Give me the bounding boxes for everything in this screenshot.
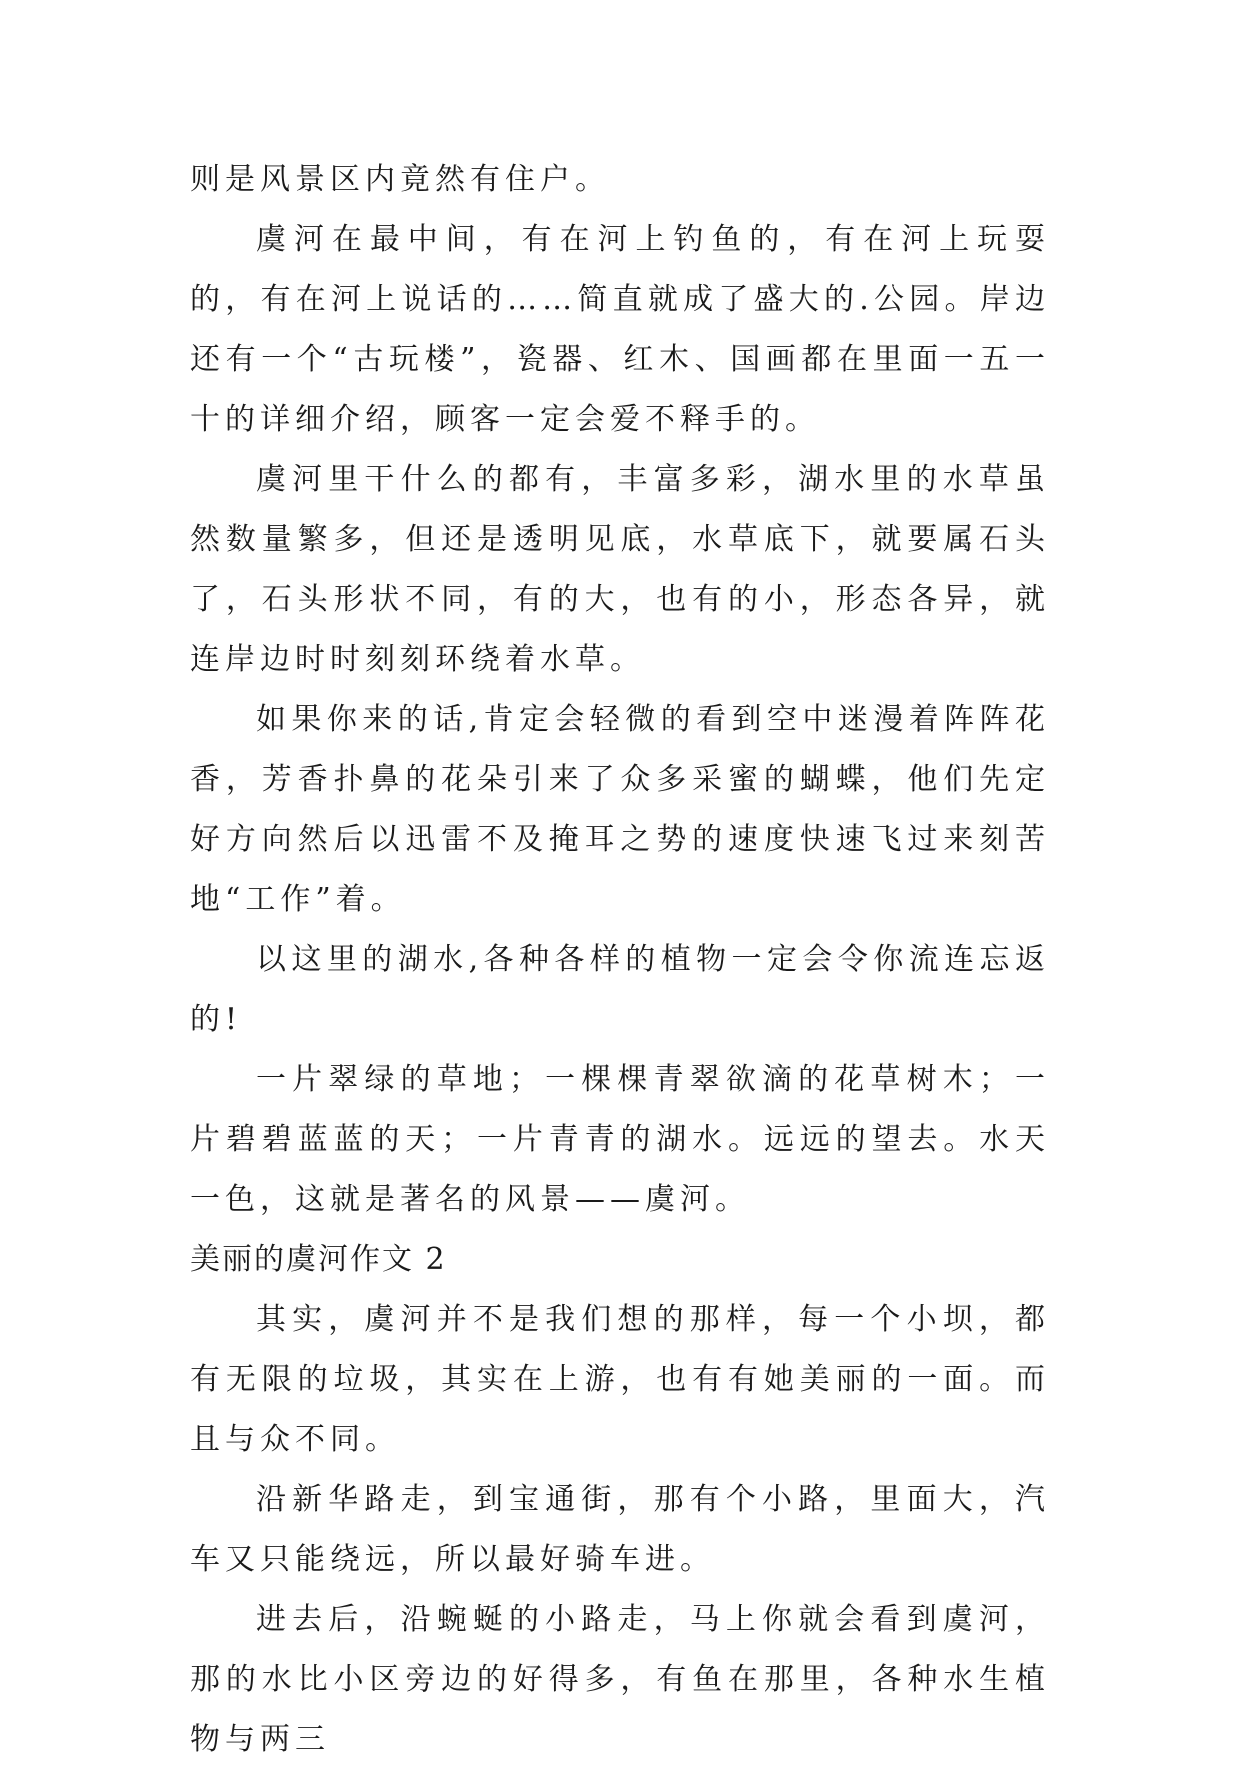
paragraph-7: 其实，虞河并不是我们想的那样，每一个小坝，都有无限的垃圾，其实在上游，也有有她美丽的一面。而且与众不同。 xyxy=(190,1302,1050,1457)
paragraph-3: 虞河里干什么的都有，丰富多彩，湖水里的水草虽然数量繁多，但还是透明见底，水草底下，就要属石头了，石头形状不同，有的大，也有的小，形态各异，就连岸边时时刻刻环绕着水草。 xyxy=(190,462,1050,677)
paragraph-8: 沿新华路走，到宝通街，那有个小路，里面大，汽车又只能绕远，所以最好骑车进。 xyxy=(190,1482,1050,1577)
paragraph-9: 进去后，沿蜿蜒的小路走，马上你就会看到虞河，那的水比小区旁边的好得多，有鱼在那里，各种水生植物与两三 xyxy=(190,1602,1050,1757)
paragraph-1: 则是风景区内竟然有住户。 xyxy=(190,162,610,197)
paragraph-5: 以这里的湖水,各种各样的植物一定会令你流连忘返的! xyxy=(190,942,1050,1037)
section-heading: 美丽的虞河作文 2 xyxy=(190,1242,447,1277)
paragraph-2: 虞河在最中间，有在河上钓鱼的，有在河上玩耍的，有在河上说话的……简直就成了盛大的.公园。岸边还有一个“古玩楼”，瓷器、红木、国画都在里面一五一十的详细介绍，顾客一定会爱不释手的。 xyxy=(190,222,1050,437)
paragraph-6: 一片翠绿的草地；一棵棵青翠欲滴的花草树木；一片碧碧蓝蓝的天；一片青青的湖水。远远的望去。水天一色，这就是著名的风景——虞河。 xyxy=(190,1062,1050,1217)
paragraph-4: 如果你来的话,肯定会轻微的看到空中迷漫着阵阵花香，芳香扑鼻的花朵引来了众多采蜜的蝴蝶，他们先定好方向然后以迅雷不及掩耳之势的速度快速飞过来刻苦地“工作”着。 xyxy=(190,702,1050,917)
document-body xyxy=(190,150,1050,1770)
